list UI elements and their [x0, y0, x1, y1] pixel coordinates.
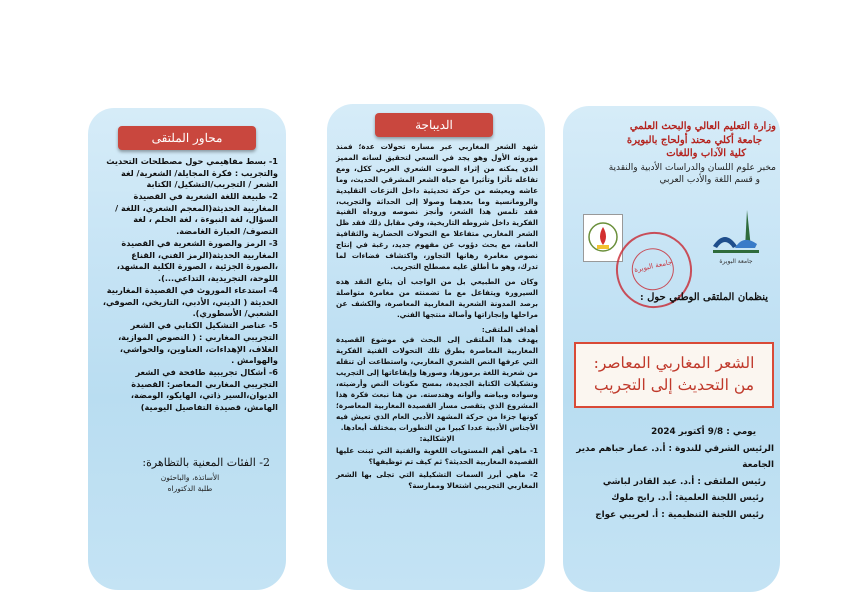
problem-heading: الإشكالية:	[419, 433, 455, 443]
axis-item: 4- استدعاء الموروث في القصيدة المغاربية الحديثة ( الديني، الأدبي، التاريخي، الصوفي، الشعبي/ الأسطوري).	[102, 285, 278, 319]
lab-logo-icon	[584, 215, 622, 261]
conference-president: رئيس الملتقى : أ.د. عبد القادر لباشي	[602, 476, 766, 487]
axes-list	[100, 156, 278, 414]
preamble-paragraph: وكان من الطبيعي بل من الواجب أن يتابع النقد هذه السيرورة ويتفاعل مع ما تضمنته من مغامرة متواصلة برصد المدونة الشعرية المغاربية المعاصرة، والكشف عن مراحلها وإنجازاتها وأصالة منتجها الفني.	[336, 276, 538, 319]
axis-item: 6- أشكال تجريبية طافحة في الشعر التجريبي المغاربي المعاصر: القصيدة الديوان،السير ذاتي، الهايكو، الومضة، الهامش، قصيدة التفاصيل اليومية)	[130, 367, 278, 412]
target-heading: 2- الفئات المعنية بالتظاهرة:	[142, 456, 270, 469]
axis-item: 2- طبيعة اللغة الشعرية في القصيدة المغاربية الحديثة(المعجم الشعري، اللغة /السؤال، لغة النبوءة ، لغة الحلم ، لغة التصوف/ العبارة الغامضة.	[115, 191, 278, 237]
scientific-committee-head: رئيس اللجنة العلمية: أ.د. رابح ملوك	[611, 493, 764, 503]
target-item: طلبة الدكتوراه	[167, 484, 213, 493]
question-item: 2- ماهي أبرز السمات التشكيلية التي تجلى بها الشعر المغاربي التجريبي اشتغالا وممارسة؟	[336, 470, 538, 491]
goals-heading: أهداف الملتقى:	[481, 324, 538, 334]
organize-line: ينظمان الملتقى الوطني حول :	[639, 292, 768, 303]
faculty-name: كلية الآداب واللغات	[666, 148, 746, 159]
conference-title-line1: الشعر المغاربي المعاصر:	[593, 354, 755, 372]
target-item: الأساتذة، والباحثون	[160, 473, 220, 482]
conference-title-line2: من التحديث إلى التجريب	[593, 376, 754, 394]
lab-info	[570, 162, 776, 186]
ministry-name: وزارة التعليم العالي والبحث العلمي	[629, 121, 776, 132]
honorary-president: الرئيس الشرفي للندوة : أ.د. عمار حباهم مدير الجامعة	[576, 443, 774, 470]
university-name: جامعة أكلي محند أولحاج بالبويرة	[626, 134, 762, 146]
preamble-body	[336, 142, 538, 492]
logo-caption: جامعة البويرة	[719, 258, 753, 265]
conference-title-box	[574, 342, 774, 408]
preamble-tab: الديباجة	[375, 113, 493, 137]
lab-logo	[583, 214, 623, 262]
axis-item: 5- عناصر التشكيل الكتابي في الشعر التجريبي المغاربي : ( النصوص الموازية، الغلاف، الإهداءات، العناوين، والحواشي، والهوامش .	[118, 320, 278, 366]
axis-item: 1- بسط مفاهيمي حول مصطلحات التحديث والتجريب : فكرة المجايلة/ الشعرية/ لغة الشعر / التجريب/التشكيل/ الكتابة	[106, 156, 278, 190]
goals-text: يهدف هذا الملتقى إلى البحث في موضوع القصيدة المغاربية المعاصرة بطرق تلك التحولات الفنية الفكرية التي عرفها النص الشعري المغاربي، واستطاعت أن تنقله من شعرية اللغة برموزها، وصورها وإيقاعاتها إلى التجريب وتشكيلات الكتابة الجديدة، بمسح مكونات النص وأرضيته، وسواده وبياضه وألوانه وهندسته. من هنا نبعث فكرة هذا المشروع الذي يتقصى مسار القصيدة المغاربية المعاصرة؛ كونها جزءا من حركة المشهد الأدبي العام الذي تعيش فيه الأجناس الأدبية عددا كبيرا من التطورات بمختلف أبعادها.	[336, 335, 538, 432]
conference-date: يومي : 9/8 أكتوبر 2024	[651, 427, 756, 437]
target-list	[140, 472, 240, 494]
stamp-text: جامعة البويرة	[633, 258, 673, 275]
department-name: و قسم اللغة والأدب العربي	[659, 175, 760, 185]
institution-header	[570, 120, 776, 161]
lab-name: مخبر علوم اللسان والدراسات الأدبية والنقدية	[608, 163, 776, 173]
organizing-committee-head: رئيس اللجنة التنظيمية : أ. لعريبي عواج	[595, 509, 764, 520]
preamble-paragraph: شهد الشعر المغاربي عبر مساره تحولات عدة؛ فمنذ موروثه الأول وهو يجد في السعي لتحقيق لسانه المميز الذي يمكنه من إثراء الصوت الشعري العربي ككل، ومع تفاعله تأثرا وتأثيرا مع حياة الشعر المشرقي الحديث، وما عاشه ويعيشه من حركة تحديثية داخل النزعات التقليدية والرومانسية وما بعدهما وصولا إلى الحداثة والتجريب، فقد تلمس هذا الشعر، وأنجز نصوصه وروداه الفنية الفكرية داخل شروطه التاريخية، وفي مقابل ذلك فقد ظل الشعر المغاربي متفاعلا مع التحولات الحضارية والثقافية العامة، مع بحث دؤوب عن مفهوم جديد، رغبة في إنتاج نصوص مغامرة رهانها التجاوز، واكتشاف فضاءات لما تدرك، وهو ما أطلق عليه مصطلح التجريب.	[336, 142, 538, 271]
axes-tab: محاور الملتقى	[118, 126, 256, 150]
question-item: 1- ماهي أهم المستويات اللغوية والفنية التي تبنت عليها القصيدة المغاربية الحديثة؟ ثم كيف تم توظيفها؟	[336, 446, 538, 467]
committee-block	[568, 424, 774, 523]
axis-item: 3- الرمز والصورة الشعرية في القصيدة المغاربية الحديثة(الرمز الفني، القناع ،الصورة الجزئية ، الصورة الكلية المشهد، اللوحة، التجريدية، التداعي...).	[116, 238, 278, 283]
university-logo	[707, 208, 765, 270]
